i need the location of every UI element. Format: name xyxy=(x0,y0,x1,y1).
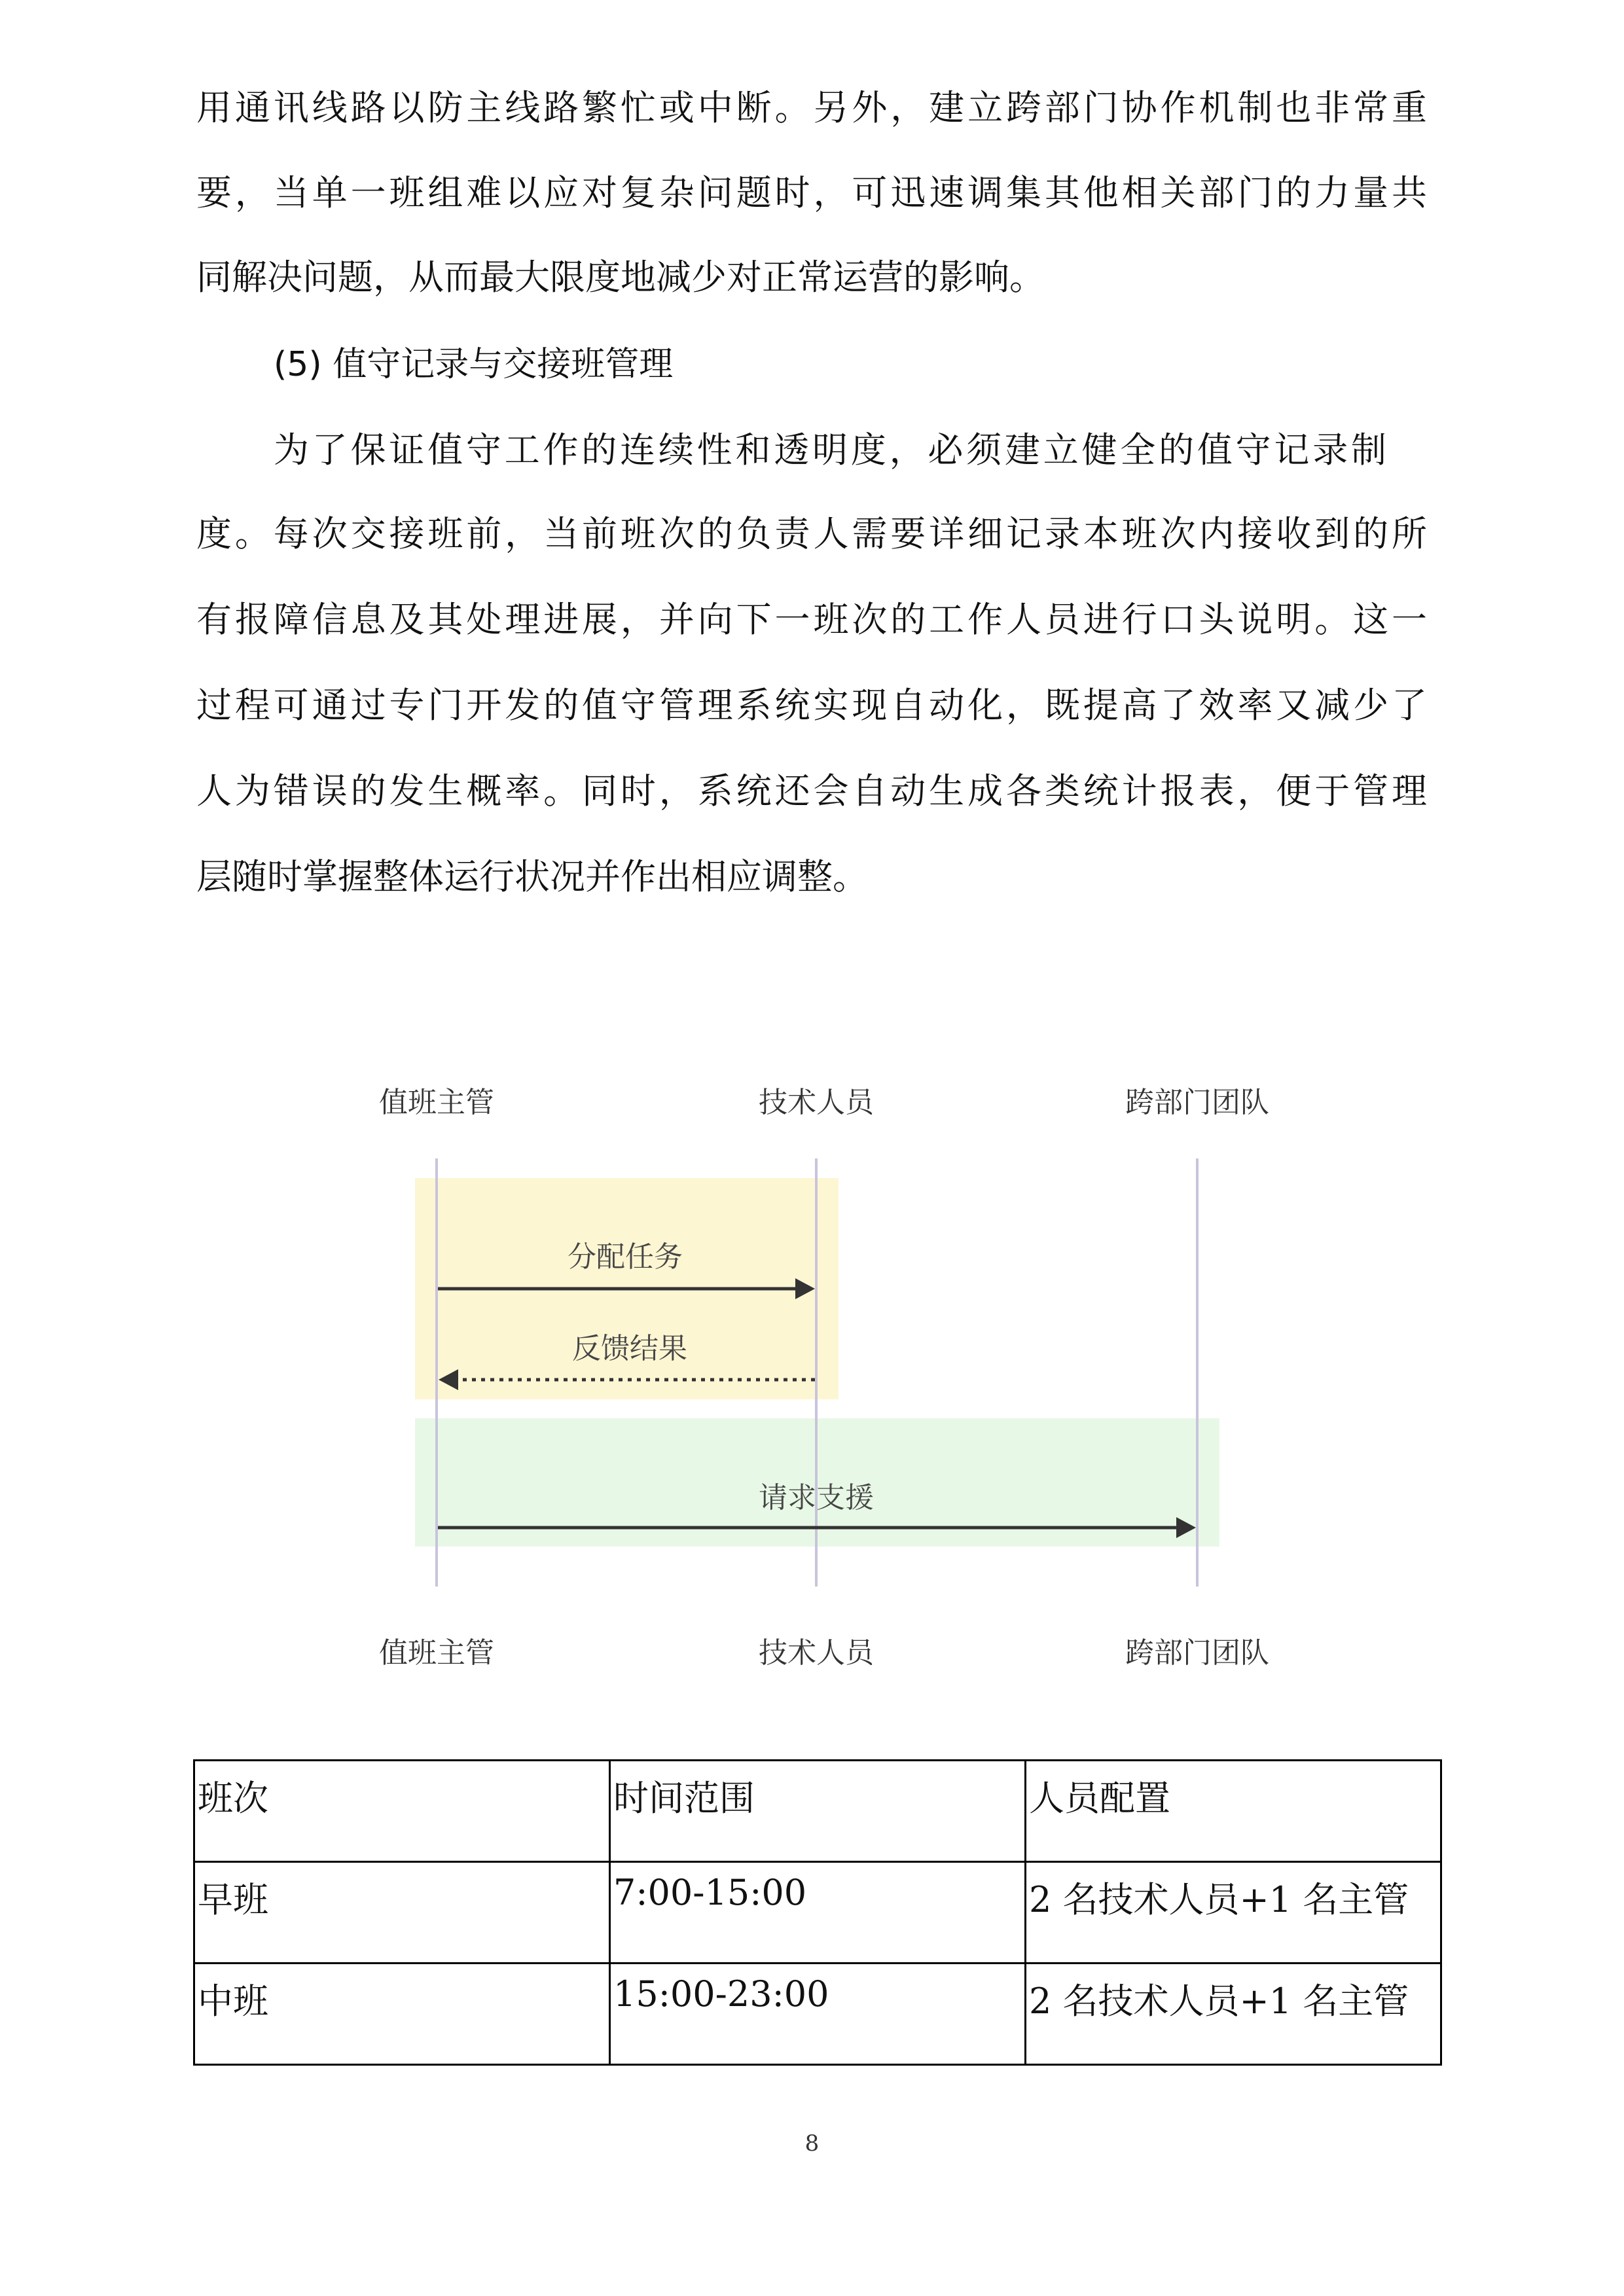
paragraph-line: 用通讯线路以防主线路繁忙或中断。另外，建立跨部门协作机制也非常重 xyxy=(196,87,1427,128)
message-label: 请求支援 xyxy=(759,1481,874,1515)
table-header-row xyxy=(194,1761,1441,1862)
participant-bottom-supervisor: 值班主管 xyxy=(379,1636,494,1670)
message-label: 分配任务 xyxy=(568,1240,683,1274)
table-cell: 2 名技术人员+1 名主管 xyxy=(1026,1964,1441,2065)
paragraph-line: 过程可通过专门开发的值守管理系统实现自动化，既提高了效率又减少了 xyxy=(196,685,1427,726)
section-heading: (5) 值守记录与交接班管理 xyxy=(274,345,674,384)
shift-table xyxy=(193,1759,1442,2066)
table-header: 班次 xyxy=(194,1761,610,1862)
table-header: 时间范围 xyxy=(610,1761,1026,1862)
table-cell: 中班 xyxy=(194,1964,610,2065)
paragraph-line: 要，当单一班组难以应对复杂问题时，可迅速调集其他相关部门的力量共 xyxy=(196,172,1427,213)
participant-bottom-technician: 技术人员 xyxy=(759,1636,874,1670)
participant-top-cross-team: 跨部门团队 xyxy=(1125,1086,1269,1119)
table-cell: 早班 xyxy=(194,1862,610,1964)
arrow-assign-task xyxy=(438,1278,815,1299)
message-label: 反馈结果 xyxy=(572,1332,687,1365)
table-cell: 2 名技术人员+1 名主管 xyxy=(1026,1862,1441,1964)
page-number: 8 xyxy=(804,2130,820,2157)
participant-top-technician: 技术人员 xyxy=(759,1086,874,1119)
table-header: 人员配置 xyxy=(1026,1761,1441,1862)
paragraph-line: 有报障信息及其处理进展，并向下一班次的工作人员进行口头说明。这一 xyxy=(196,599,1427,640)
paragraph-line: 人为错误的发生概率。同时，系统还会自动生成各类统计报表，便于管理 xyxy=(196,770,1427,812)
arrow-feedback xyxy=(439,1369,815,1390)
paragraph-line: 度。每次交接班前，当前班次的负责人需要详细记录本班次内接收到的所 xyxy=(196,513,1427,554)
table-cell: 7:00-15:00 xyxy=(610,1862,1026,1964)
table-row xyxy=(194,1862,1441,1964)
paragraph-line: 为了保证值守工作的连续性和透明度，必须建立健全的值守记录制 xyxy=(274,429,1386,471)
paragraph-line: 同解决问题，从而最大限度地减少对正常运营的影响。 xyxy=(196,257,1045,298)
participant-bottom-cross-team: 跨部门团队 xyxy=(1125,1636,1269,1670)
table-row xyxy=(194,1964,1441,2065)
paragraph-line: 层随时掌握整体运行状况并作出相应调整。 xyxy=(196,856,868,897)
participant-top-supervisor: 值班主管 xyxy=(379,1086,494,1119)
table-cell: 15:00-23:00 xyxy=(610,1964,1026,2065)
